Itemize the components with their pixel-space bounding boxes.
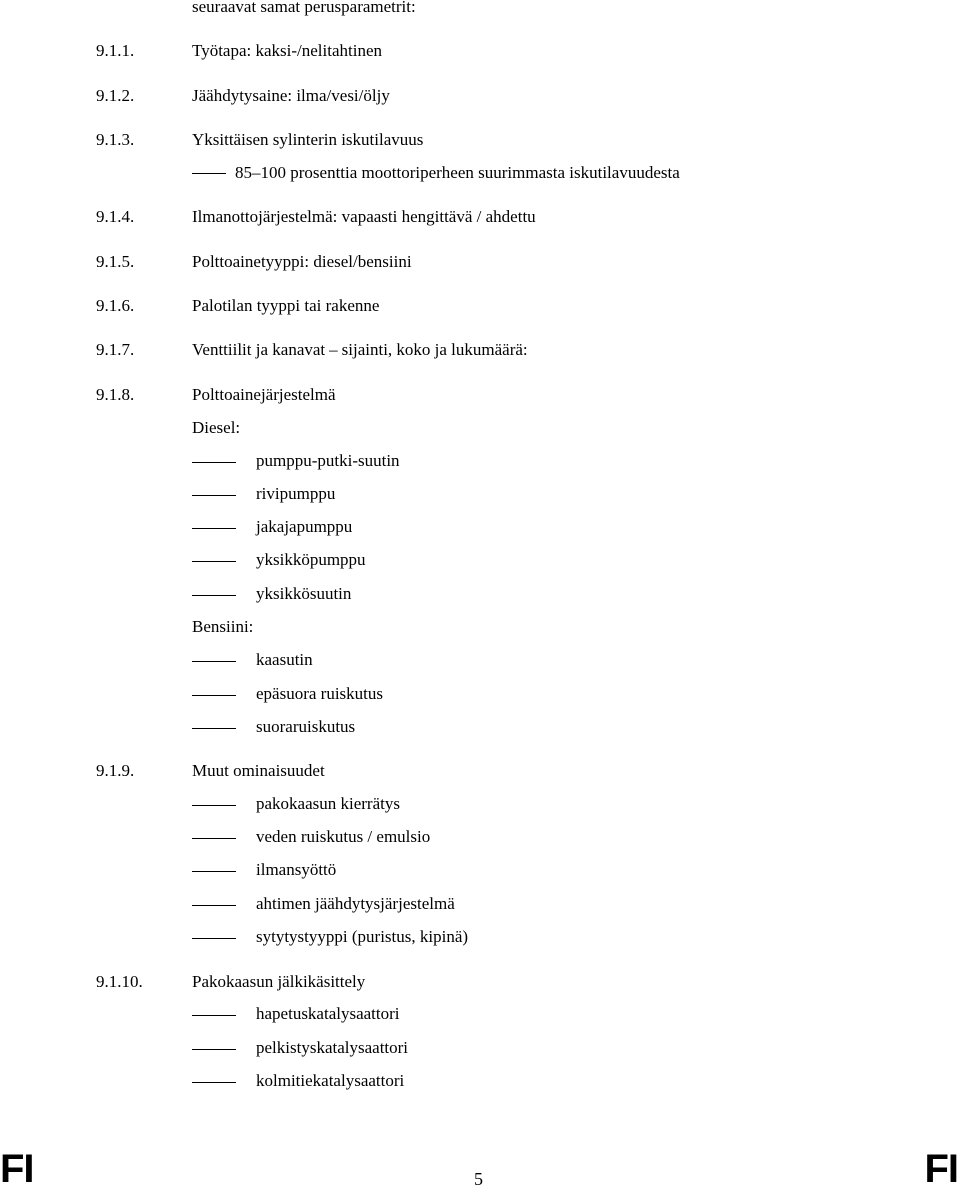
param-number: 9.1.9. <box>96 761 135 780</box>
dash-marker <box>192 595 236 596</box>
param-text: Työtapa: kaksi-/nelitahtinen <box>192 41 383 60</box>
list-item: epäsuora ruiskutus <box>256 684 384 703</box>
page-number: 5 <box>474 1169 483 1189</box>
list-item: kaasutin <box>256 650 313 669</box>
param-number: 9.1.3. <box>96 130 135 149</box>
dash-marker <box>192 838 236 839</box>
param-number: 9.1.2. <box>96 86 135 105</box>
dash-marker <box>192 661 236 662</box>
param-text-part: sijainti, koko ja lukumäärä: <box>341 340 528 359</box>
dash-marker <box>192 1015 236 1016</box>
list-item: rivipumppu <box>256 484 336 503</box>
param-text: Polttoainetyyppi: diesel/bensiini <box>192 252 412 271</box>
dash-marker <box>192 728 236 729</box>
list-item: yksikköpumppu <box>256 550 366 569</box>
petrol-label: Bensiini: <box>192 617 254 636</box>
diesel-label: Diesel: <box>192 418 241 437</box>
dash-marker <box>192 173 226 174</box>
param-text: Palotilan tyyppi tai rakenne <box>192 296 380 315</box>
dash-marker <box>192 528 236 529</box>
dash-marker <box>192 561 236 562</box>
param-number: 9.1.6. <box>96 296 135 315</box>
list-item: ilmansyöttö <box>256 860 337 879</box>
param-text: Yksittäisen sylinterin iskutilavuus <box>192 130 424 149</box>
param-text: Ilmanottojärjestelmä: vapaasti hengittävä / ahdettu <box>192 207 536 226</box>
param-text-part: Venttiilit ja kanavat <box>192 340 326 359</box>
dash-marker <box>192 695 236 696</box>
list-item: jakajapumppu <box>256 517 353 536</box>
param-number: 9.1.7. <box>96 340 135 359</box>
dash-marker <box>192 462 236 463</box>
list-item: ahtimen jäähdytysjärjestelmä <box>256 894 455 913</box>
param-number: 9.1.8. <box>96 385 135 404</box>
list-item: pumppu-putki-suutin <box>256 451 400 470</box>
dash-marker <box>192 805 236 806</box>
param-text: Muut ominaisuudet <box>192 761 325 780</box>
dash-marker <box>192 938 236 939</box>
list-item: pakokaasun kierrätys <box>256 794 400 813</box>
dash-marker <box>192 495 236 496</box>
param-number: 9.1.5. <box>96 252 135 271</box>
dash-marker <box>192 905 236 906</box>
list-item: hapetuskatalysaattori <box>256 1004 400 1023</box>
intro-text: seuraavat samat perusparametrit: <box>192 0 416 16</box>
param-number: 9.1.4. <box>96 207 135 226</box>
footer-language-code-right: FI <box>924 1147 958 1191</box>
param-text: Jäähdytysaine: ilma/vesi/öljy <box>192 86 390 105</box>
param-text: Pakokaasun jälkikäsittely <box>192 972 366 991</box>
param-text: Polttoainejärjestelmä <box>192 385 336 404</box>
list-item: sytytystyyppi (puristus, kipinä) <box>256 927 469 946</box>
param-subtext: 85–100 prosenttia moottoriperheen suurimmasta iskutilavuudesta <box>235 163 680 182</box>
dash-marker <box>192 1049 236 1050</box>
footer-language-code-left: FI <box>0 1147 34 1191</box>
list-item: yksikkösuutin <box>256 584 352 603</box>
dash-marker <box>192 871 236 872</box>
dash-separator: – <box>329 340 338 359</box>
param-number: 9.1.1. <box>96 41 135 60</box>
dash-marker <box>192 1082 236 1083</box>
list-item: veden ruiskutus / emulsio <box>256 827 431 846</box>
list-item: suoraruiskutus <box>256 717 356 736</box>
list-item: kolmitiekatalysaattori <box>256 1071 405 1090</box>
list-item: pelkistyskatalysaattori <box>256 1038 409 1057</box>
param-number: 9.1.10. <box>96 972 143 991</box>
param-text <box>192 340 528 360</box>
